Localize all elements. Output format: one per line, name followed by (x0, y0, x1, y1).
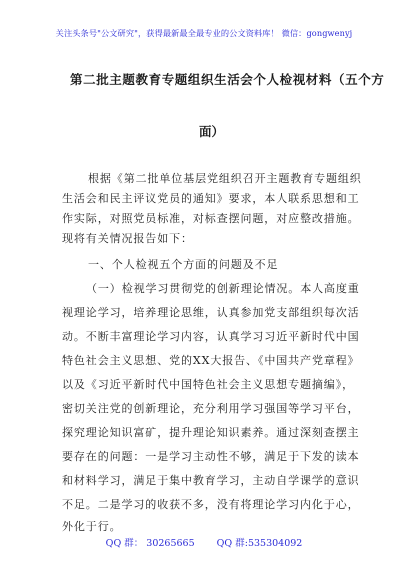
paragraph-line: 作实际，对照党员标准，对标查摆问题，对应整改措施。 (62, 212, 360, 225)
document-title-line-1: 第二批主题教育专题组织生活会个人检视材料（五个方 (70, 72, 385, 87)
footer-qq-group-1: QQ 群： 30265665 (105, 538, 195, 549)
paragraph-line: 特色社会主义思想、党的XX大报告、《中国共产党章程》 (62, 354, 360, 367)
paragraph-line: 不足。二是学习的收获不多，没有将理论学习内化于心， (62, 498, 360, 511)
promo-banner: 关注头条号"公文研究"，获得最新最全最专业的公文资料库！ 微信：gongwenyj (55, 28, 353, 38)
section-heading: 一、个人检视五个方面的问题及不足 (88, 258, 279, 271)
footer-contact (0, 535, 408, 549)
paragraph-line: 现将有关情况报告如下： (62, 232, 193, 245)
paragraph-line: 视理论学习，培养理论思维，认真参加党支部组织每次活 (62, 306, 360, 319)
paragraph-line: 外化于行。 (62, 520, 122, 533)
paragraph-line: 动。不断丰富理论学习内容，认真学习习近平新时代中国 (62, 330, 360, 343)
paragraph-line: 根据《第二批单位基层党组织召开主题教育专题组织 (88, 172, 362, 185)
paragraph-line: 和材料学习，满足于集中教育学习，主动自学课学的意识 (62, 474, 360, 487)
paragraph-line: 探究理论知识富矿，提升理论知识素养。通过深刻查摆主 (62, 426, 360, 439)
document-title-line-2: 面） (199, 124, 225, 139)
footer-qq-group-2: QQ 群:535304092 (216, 538, 303, 549)
paragraph-line: 要存在的问题：一是学习主动性不够，满足于下发的读本 (62, 450, 360, 463)
paragraph-line: 生活会和民主评议党员的通知》要求，本人联系思想和工 (62, 192, 360, 205)
paragraph-line: 密切关注党的创新理论，充分利用学习强国等学习平台， (62, 402, 360, 415)
paragraph-line: 以及《习近平新时代中国特色社会主义思想专题摘编》， (62, 378, 354, 391)
paragraph-line: （一）检视学习贯彻党的创新理论情况。本人高度重 (86, 282, 360, 295)
